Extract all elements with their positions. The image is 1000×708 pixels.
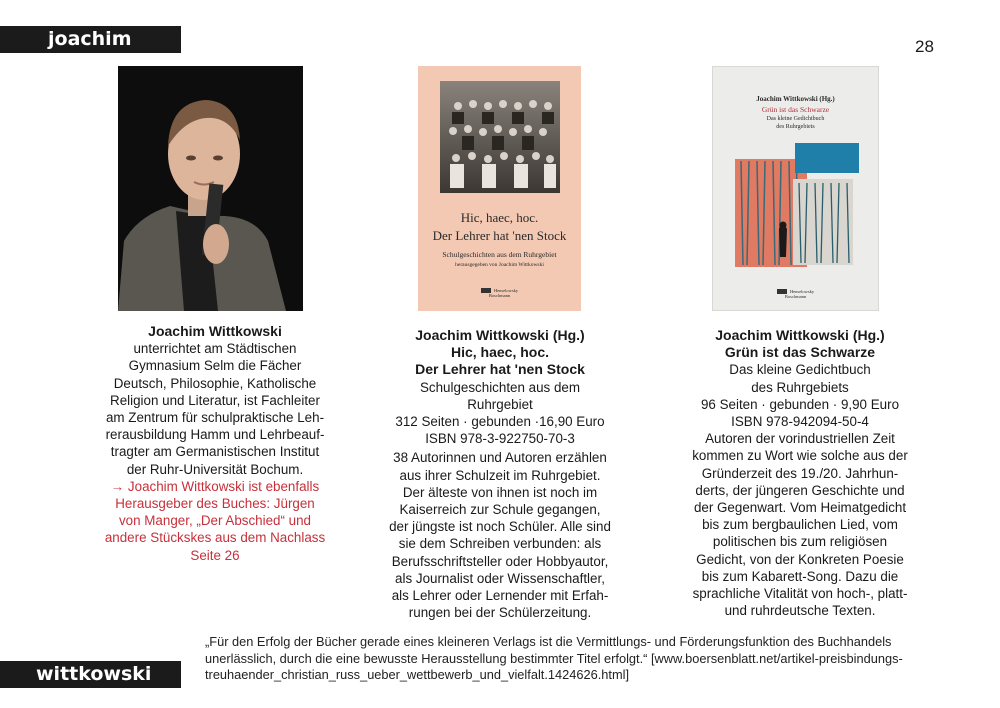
book2-author: Joachim Wittkowski (Hg.) (715, 327, 885, 343)
book1-isbn: ISBN 978-3-922750-70-3 (425, 431, 575, 447)
book2-desc-line: bis zum bergbaulichen Lied, vom (702, 517, 898, 533)
book2-desc-line: Gründerzeit des 19./20. Jahrhun- (701, 465, 899, 481)
book1-info-column (355, 327, 645, 621)
header-name-tab: joachim (0, 26, 181, 53)
book2-desc-line: politischen bis zum religiösen (712, 534, 888, 550)
book2-desc-line: Autoren der vorindustriellen Zeit (705, 431, 895, 447)
cover2-publisher-logo: Henselowsky Boschmann (713, 289, 878, 299)
bio-line: am Zentrum für schulpraktische Leh- (105, 410, 325, 426)
footer-name-tab: wittkowski (0, 661, 181, 688)
author-bio-column (65, 323, 365, 564)
cover2-title: Grün ist das Schwarze (761, 105, 830, 114)
book1-subtitle-line2: Ruhrgebiet (467, 396, 533, 412)
bio-line: rerausbildung Hamm und Lehrbeauf- (105, 427, 325, 443)
book1-subtitle-line1: Schulgeschichten aus dem (419, 379, 581, 395)
book1-desc-line: als Lehrer oder Lernender mit Erfah- (391, 588, 609, 604)
book2-desc-line: bis zum Kabarett-Song. Dazu die (701, 568, 899, 584)
cover2-artwork (713, 139, 878, 279)
book2-subtitle-line1: Das kleine Gedichtbuch (729, 362, 871, 378)
bio-line: unterrichtet am Städtischen (133, 341, 297, 357)
bio-line: Deutsch, Philosophie, Katholische (113, 375, 317, 391)
cover1-editor: herausgegeben von Joachim Wittkowski (455, 262, 544, 268)
book-cover-hic-haec-hoc (418, 66, 581, 311)
footer-quote: „Für den Erfolg der Bücher gerade eines kleineren Verlags ist die Vermittlungs- und Förderungsfunktion des Buchhandels unerlässlich, durch die eine bewusste Herausstellung bestimmter Titel erfolgt.“ [www.boersenblatt.net/artikel-preisbindungs-treuhaender_christian_russ_ueber_wettbewerb_und_vielfalt.1424626.html] (205, 634, 903, 682)
book1-desc-line: als Journalist oder Wissenschaftler, (395, 570, 605, 586)
author-name: Joachim Wittkowski (148, 323, 282, 339)
cover2-author: Joachim Wittkowski (Hg.) (756, 95, 835, 103)
book1-details: 312 Seiten · gebunden ·16,90 Euro (395, 414, 605, 430)
bio-line: Gymnasium Selm die Fächer (128, 358, 302, 374)
book2-desc-line: sprachliche Vitalität von hoch-, platt- (692, 586, 908, 602)
cross-reference-link[interactable]: → Joachim Wittkowski ist ebenfalls Herausgeber des Buches: Jürgen von Manger, „Der Abschied“ und andere Stückskes aus dem Nachlass Seite 26 (104, 478, 326, 563)
book1-title-line2: Der Lehrer hat 'nen Stock (415, 361, 585, 378)
book1-desc-line: sie dem Schreiben verbunden: als (398, 536, 602, 552)
bio-line: Religion und Literatur, ist Fachleiter (110, 392, 320, 408)
bio-line: tragter am Germanistischen Institut (110, 444, 320, 460)
cover1-title-line2: Der Lehrer hat 'nen Stock (432, 228, 567, 243)
book-cover-gruen-ist-das-schwarze (712, 66, 879, 311)
cover1-publisher-logo: Henselowsky Boschmann (418, 288, 581, 298)
cover2-subtitle2: des Ruhrgebiets (776, 124, 815, 130)
book1-desc-line: Berufsschriftsteller oder Hobbyautor, (391, 553, 609, 569)
book1-author: Joachim Wittkowski (Hg.) (415, 327, 585, 343)
cover1-title-line1: Hic, haec, hoc. (460, 210, 539, 225)
author-photo (118, 66, 303, 311)
book2-info-column (650, 327, 950, 619)
book2-desc-line: der Gegenwart. Vom Heimatgedicht (693, 500, 907, 516)
book2-subtitle-line2: des Ruhrgebiets (751, 379, 849, 395)
book2-isbn: ISBN 978-942094-50-4 (731, 414, 869, 430)
book2-details: 96 Seiten · gebunden · 9,90 Euro (700, 396, 900, 412)
book1-desc-line: Der älteste von ihnen ist noch im (402, 484, 598, 500)
cover1-subtitle: Schulgeschichten aus dem Ruhrgebiet (442, 250, 557, 259)
book2-title: Grün ist das Schwarze (724, 344, 876, 361)
book2-desc-line: und ruhrdeutsche Texten. (724, 603, 876, 619)
page-number: 28 (915, 37, 934, 56)
book1-desc-line: aus ihrer Schulzeit im Ruhrgebiet. (399, 467, 601, 483)
book2-desc-line: Gedicht, von der Konkreten Poesie (696, 551, 904, 567)
book1-desc-line: der jüngste ist noch Schüler. Alle sind (389, 519, 611, 535)
bio-line: der Ruhr-Universität Bochum. (126, 461, 304, 477)
cover2-subtitle1: Das kleine Gedichtbuch (766, 116, 825, 122)
book1-desc-line: rungen bei der Schülerzeitung. (408, 605, 592, 621)
book2-desc-line: derts, der jüngeren Geschichte und (695, 482, 905, 498)
book1-desc-line: Kaiserreich zur Schule gegangen, (399, 502, 601, 518)
book1-title-line1: Hic, haec, hoc. (450, 344, 550, 361)
book1-desc-line: 38 Autorinnen und Autoren erzählen (393, 450, 607, 466)
book2-desc-line: kommen zu Wort wie solche aus der (692, 448, 908, 464)
